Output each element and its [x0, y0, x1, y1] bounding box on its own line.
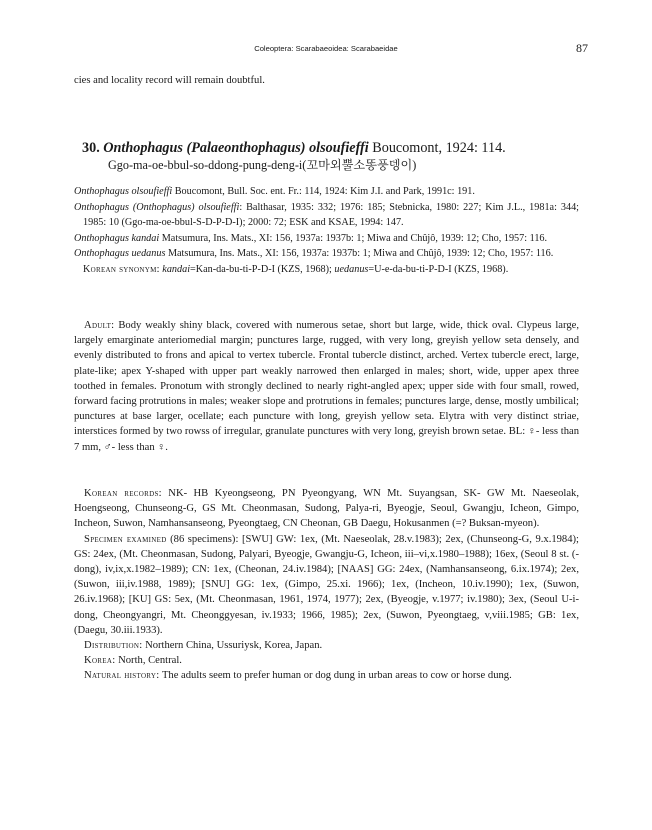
species-subgenus: (Palaeonthophagus) — [186, 140, 306, 156]
species-epithet: olsoufieffi — [309, 140, 369, 156]
distribution-paragraph — [74, 638, 579, 653]
korea-text: North, Central. — [115, 655, 182, 667]
synonym-entry — [74, 231, 579, 247]
synonym-text: : Balthasar, 1935: 332; 1976: 185; Stebnicka, 1980: 227; Kim J.L., 1981a: 344; 1985: 10 (Ggo-ma-oe-bbul-S-D-P-D-I); 2000: 72; ESK and KSAE, 1994: 147. — [83, 201, 580, 229]
specimens-text: (86 specimens): [SWU] GW: 1ex, (Mt. Naeseolak, 28.v.1983); 2ex, (Chunseong-G, 9.x.1984); GS: 24ex, (Mt. Cheonmasan, Sudong, Palyari, Byeogje, Gwangju-G, Icheon, iii–vi,x.1980–1988); 16ex, (Seoul 8 st. (-dong), iv,ix,x.1982–1989); CN: 1ex, (Cheonan, 24.iv.1984); [NAAS] GG: 24ex, (Namhansanseong, 6.ix.1974); 2ex, (Suwon, iii,iv.1988, 1989); [SNU] GG: 1ex, (Gimpo, 25.xi. 1966); 1ex, (Incheon, 10.iv.1990); 1ex, (Suwon, 26.iv.1968); [KU] GS: 5ex, (Mt. Cheonmasan, 1961, 1974, 1977); 2ex, (Byeogje, v.1977; iv.1980); 3ex, (Seoul U-i-dong, Cheongyangri, Mt. Cheonggyesan, iv.1933; 1966, 1985); 2ex, (Suwon, Pyeongtaeg, v,viii.1985; GB: 1ex, (Daegu, 30.iii.1933). — [74, 533, 579, 636]
korean-name — [108, 157, 578, 173]
synonym-text: Matsumura, Ins. Mats., XI: 156, 1937a: 1937b: 1; Miwa and Chûjô, 1939: 12; Cho, 1957: 116. — [159, 232, 548, 244]
synonym-name: Onthophagus kandai — [74, 232, 160, 244]
natural-history-label: Natural history: — [84, 670, 160, 682]
synonym-entry — [74, 200, 579, 231]
synonymy-block — [74, 184, 579, 278]
korean-records-label: Korean records: — [84, 488, 162, 499]
korean-records-paragraph — [74, 486, 579, 532]
synonym-name: Onthophagus uedanus — [74, 248, 166, 260]
synonym-name: Onthophagus olsoufieffi — [74, 186, 173, 197]
species-genus: Onthophagus — [103, 140, 183, 156]
records-block — [74, 486, 579, 684]
korean-hangul: (꼬마외뿔소똥풍뎅이) — [302, 158, 417, 172]
specimens-paragraph — [74, 532, 579, 638]
korean-synonym-text-1: =Kan-da-bu-ti-P-D-I (KZS, 1968); — [190, 263, 335, 275]
specimens-label: Specimen examined — [84, 533, 167, 545]
species-authority: Boucomont, 1924: 114. — [372, 140, 506, 156]
natural-history-text: The adults seem to prefer human or dog dung in urban areas to cow or horse dung. — [159, 670, 512, 682]
korea-label: Korea: — [84, 655, 116, 667]
korean-synonym-entry — [74, 262, 579, 278]
korean-synonym-text-2: =U-e-da-bu-ti-P-D-I (KZS, 1968). — [368, 263, 509, 275]
synonym-text: Matsumura, Ins. Mats., XI: 156, 1937a: 1937b: 1; Miwa and Chûjô, 1939: 12; Cho, 1957: 116. — [165, 248, 554, 260]
korea-paragraph — [74, 653, 579, 668]
carryover-text — [74, 73, 579, 88]
species-subgenus-wrap — [186, 140, 305, 156]
running-head: Coleoptera: Scarabaeoidea: Scarabaeidae — [254, 44, 398, 53]
korean-synonym-term-2: uedanus — [334, 263, 369, 275]
adult-label: Adult: — [84, 320, 115, 331]
natural-history-paragraph — [74, 668, 579, 683]
korean-romanized: Ggo-ma-oe-bbul-so-ddong-pung-deng-i — [108, 158, 303, 172]
species-heading — [82, 139, 582, 157]
adult-paragraph — [74, 318, 579, 455]
korean-synonym-label: Korean synonym: — [83, 263, 160, 275]
adult-text: Body weakly shiny black, covered with numerous setae, short but large, wide, thick oval. Clypeus large, largely emarginate anteriomedial margin; punctures large, rugged, with very long, greyish yellow seta densely, and evenly distributed to frons and apical to vertex tubercle. Frontal tubercle distinct, arched. Vertex tubercle erect, large, plate-like; apex Y-shaped with upper part weakly narrowed then enlarged in males; short, wide, upper apex three toothed in females. Pronotum with strongly declined to nearly right-angled apex; upper side with four small, rowed, forward facing protrutions in males; weaker slope and protrutions in females; punctures large, dense, mostly umbilical; punctures at base larger, ocellate; each puncture with long, greyish yellow seta. Elytra with very distinct striae, interstices formed by two rowss of irregular, granulate punctures with very long, greyish brown setae. BL: ♀- less than 7 mm, ♂- less than ♀. — [74, 320, 579, 453]
distribution-text: Northern China, Ussuriysk, Korea, Japan. — [142, 640, 323, 652]
adult-description — [74, 318, 579, 455]
distribution-label: Distribution: — [84, 640, 143, 652]
korean-synonym-term-1: kandai — [162, 263, 191, 275]
korean-records-text: NK- HB Kyeongseong, PN Pyeongyang, WN Mt. Suyangsan, SK- GW Mt. Naeseolak, Hoengseong, Chunseong-G, GS Mt. Cheonmasan, Sudong, Palya-ri, Byeogje, Seoul, Gwangju, Icheon, Gimpo, Incheon, Suwon, Namhansanseong, Pyeongtaeg, CN Cheonan, GB Daegu, Hokusanmen (=? Buksan-myeon). — [74, 488, 579, 530]
synonym-text: Boucomont, Bull. Soc. ent. Fr.: 114, 1924: Kim J.I. and Park, 1991c: 191. — [172, 186, 475, 197]
synonym-entry — [74, 246, 579, 262]
synonym-name: Onthophagus (Onthophagus) olsoufieffi — [74, 201, 240, 213]
synonym-entry — [74, 184, 579, 200]
page-number: 87 — [576, 41, 588, 55]
species-number: 30. — [82, 140, 100, 156]
carryover-paragraph: cies and locality record will remain doubtful. — [74, 75, 265, 86]
